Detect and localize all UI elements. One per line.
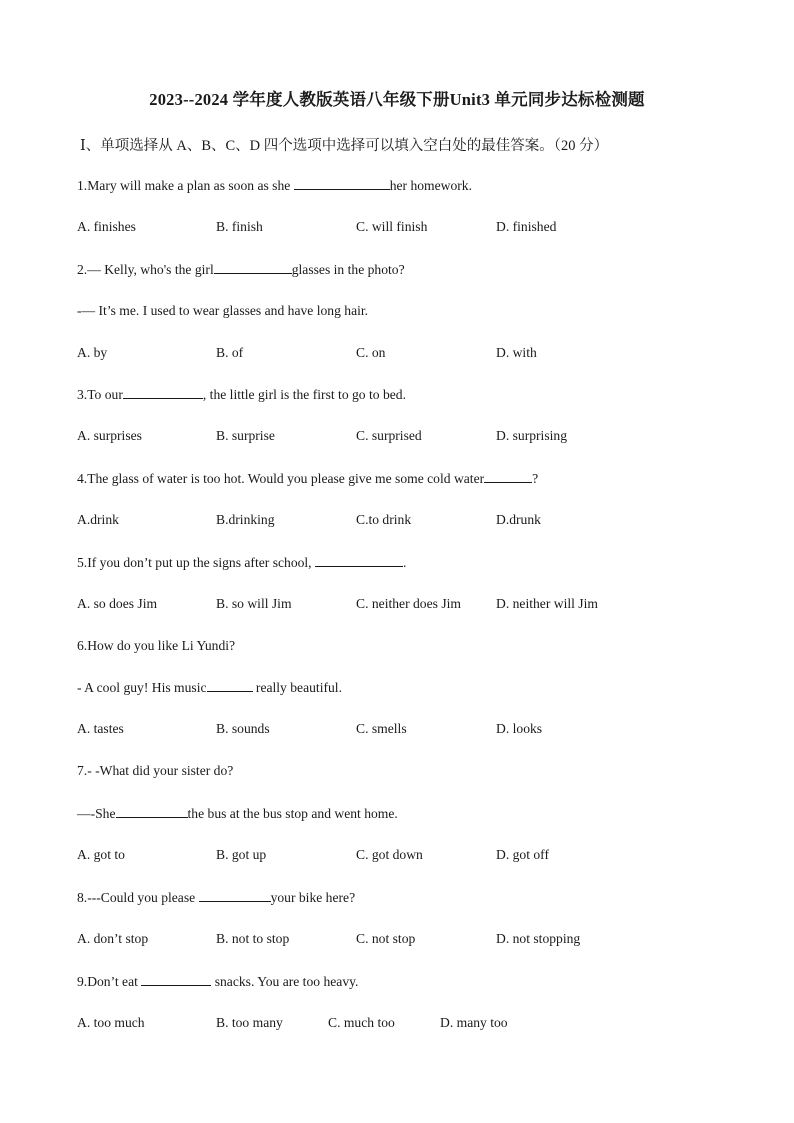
- answer-blank[interactable]: [207, 679, 253, 692]
- question-3: [77, 386, 406, 403]
- question-7-reply: [77, 805, 398, 822]
- answer-blank[interactable]: [294, 177, 390, 190]
- option-c[interactable]: C. on: [356, 345, 386, 360]
- option-d[interactable]: D. looks: [496, 721, 543, 736]
- question-1: [77, 177, 472, 194]
- question-stem: , the little girl is the first to go to bed.: [202, 387, 406, 402]
- question-stem: snacks. You are too heavy.: [211, 974, 359, 989]
- option-a[interactable]: A. surprises: [77, 428, 142, 443]
- option-d[interactable]: D. surprising: [496, 428, 567, 443]
- question-stem: —-She: [77, 806, 116, 821]
- option-a[interactable]: A.drink: [77, 512, 119, 527]
- option-b[interactable]: B. sounds: [216, 721, 270, 736]
- answer-blank[interactable]: [199, 889, 271, 902]
- question-9: [77, 973, 358, 990]
- question-6-reply: [77, 679, 342, 696]
- option-b[interactable]: B. got up: [216, 847, 267, 862]
- option-d[interactable]: D. with: [496, 345, 537, 360]
- option-c[interactable]: C. got down: [356, 847, 423, 862]
- question-stem: 9.Don’t eat: [77, 974, 142, 989]
- question-4: [77, 470, 538, 487]
- option-c[interactable]: C. surprised: [356, 428, 422, 443]
- page-title: 2023--2024 学年度人教版英语八年级下册Unit3 单元同步达标检测题: [149, 90, 645, 109]
- option-b[interactable]: B. so will Jim: [216, 596, 292, 611]
- question-stem: 2.— Kelly, who's the girl: [77, 262, 214, 277]
- question-2: [77, 261, 405, 278]
- option-c[interactable]: C. will finish: [356, 219, 428, 234]
- question-stem: her homework.: [389, 178, 472, 193]
- question-8: [77, 889, 355, 906]
- question-stem: 1.Mary will make a plan as soon as she: [77, 178, 294, 193]
- option-a[interactable]: A. got to: [77, 847, 125, 862]
- answer-blank[interactable]: [123, 386, 203, 399]
- question-stem: your bike here?: [270, 890, 356, 905]
- option-a[interactable]: A. too much: [77, 1015, 145, 1030]
- option-b[interactable]: B. too many: [216, 1015, 283, 1030]
- option-d[interactable]: D. finished: [496, 219, 557, 234]
- option-d[interactable]: D.drunk: [496, 512, 541, 527]
- question-stem: glasses in the photo?: [291, 262, 405, 277]
- option-a[interactable]: A. finishes: [77, 219, 136, 234]
- option-b[interactable]: B. not to stop: [216, 931, 290, 946]
- option-a[interactable]: A. so does Jim: [77, 596, 158, 611]
- question-stem: ?: [532, 471, 539, 486]
- question-6: 6.How do you like Li Yundi?: [77, 638, 236, 653]
- option-b[interactable]: B.drinking: [216, 512, 275, 527]
- option-d[interactable]: D. got off: [496, 847, 549, 862]
- answer-blank[interactable]: [484, 470, 532, 483]
- question-stem: 4.The glass of water is too hot. Would you please give me some cold water: [77, 471, 485, 486]
- option-a[interactable]: A. tastes: [77, 721, 124, 736]
- question-stem: - A cool guy! His music: [77, 680, 207, 695]
- option-b[interactable]: B. finish: [216, 219, 263, 234]
- option-d[interactable]: D. not stopping: [496, 931, 581, 946]
- answer-blank[interactable]: [141, 973, 211, 986]
- option-a[interactable]: A. by: [77, 345, 108, 360]
- question-stem: the bus at the bus stop and went home.: [187, 806, 398, 821]
- option-c[interactable]: C. neither does Jim: [356, 596, 461, 611]
- option-c[interactable]: C. not stop: [356, 931, 416, 946]
- question-stem: really beautiful.: [252, 680, 342, 695]
- question-7: 7.- -What did your sister do?: [77, 763, 234, 778]
- answer-blank[interactable]: [315, 554, 403, 567]
- question-5: [77, 554, 406, 571]
- option-c[interactable]: C.to drink: [356, 512, 412, 527]
- option-c[interactable]: C. much too: [328, 1015, 395, 1030]
- option-b[interactable]: B. surprise: [216, 428, 275, 443]
- option-b[interactable]: B. of: [216, 345, 244, 360]
- option-d[interactable]: D. neither will Jim: [496, 596, 598, 611]
- answer-blank[interactable]: [214, 261, 292, 274]
- question-stem: 8.---Could you please: [77, 890, 199, 905]
- option-d[interactable]: D. many too: [440, 1015, 508, 1030]
- question-stem: .: [402, 555, 407, 570]
- option-c[interactable]: C. smells: [356, 721, 407, 736]
- option-a[interactable]: A. don’t stop: [77, 931, 149, 946]
- question-stem: 5.If you don’t put up the signs after school,: [77, 555, 315, 570]
- section-heading: Ⅰ、单项选择从 A、B、C、D 四个选项中选择可以填入空白处的最佳答案。（20 分）: [80, 138, 609, 154]
- question-stem: 3.To our: [77, 387, 123, 402]
- answer-blank[interactable]: [116, 805, 188, 818]
- question-2-reply: -— It’s me. I used to wear glasses and have long hair.: [77, 303, 369, 318]
